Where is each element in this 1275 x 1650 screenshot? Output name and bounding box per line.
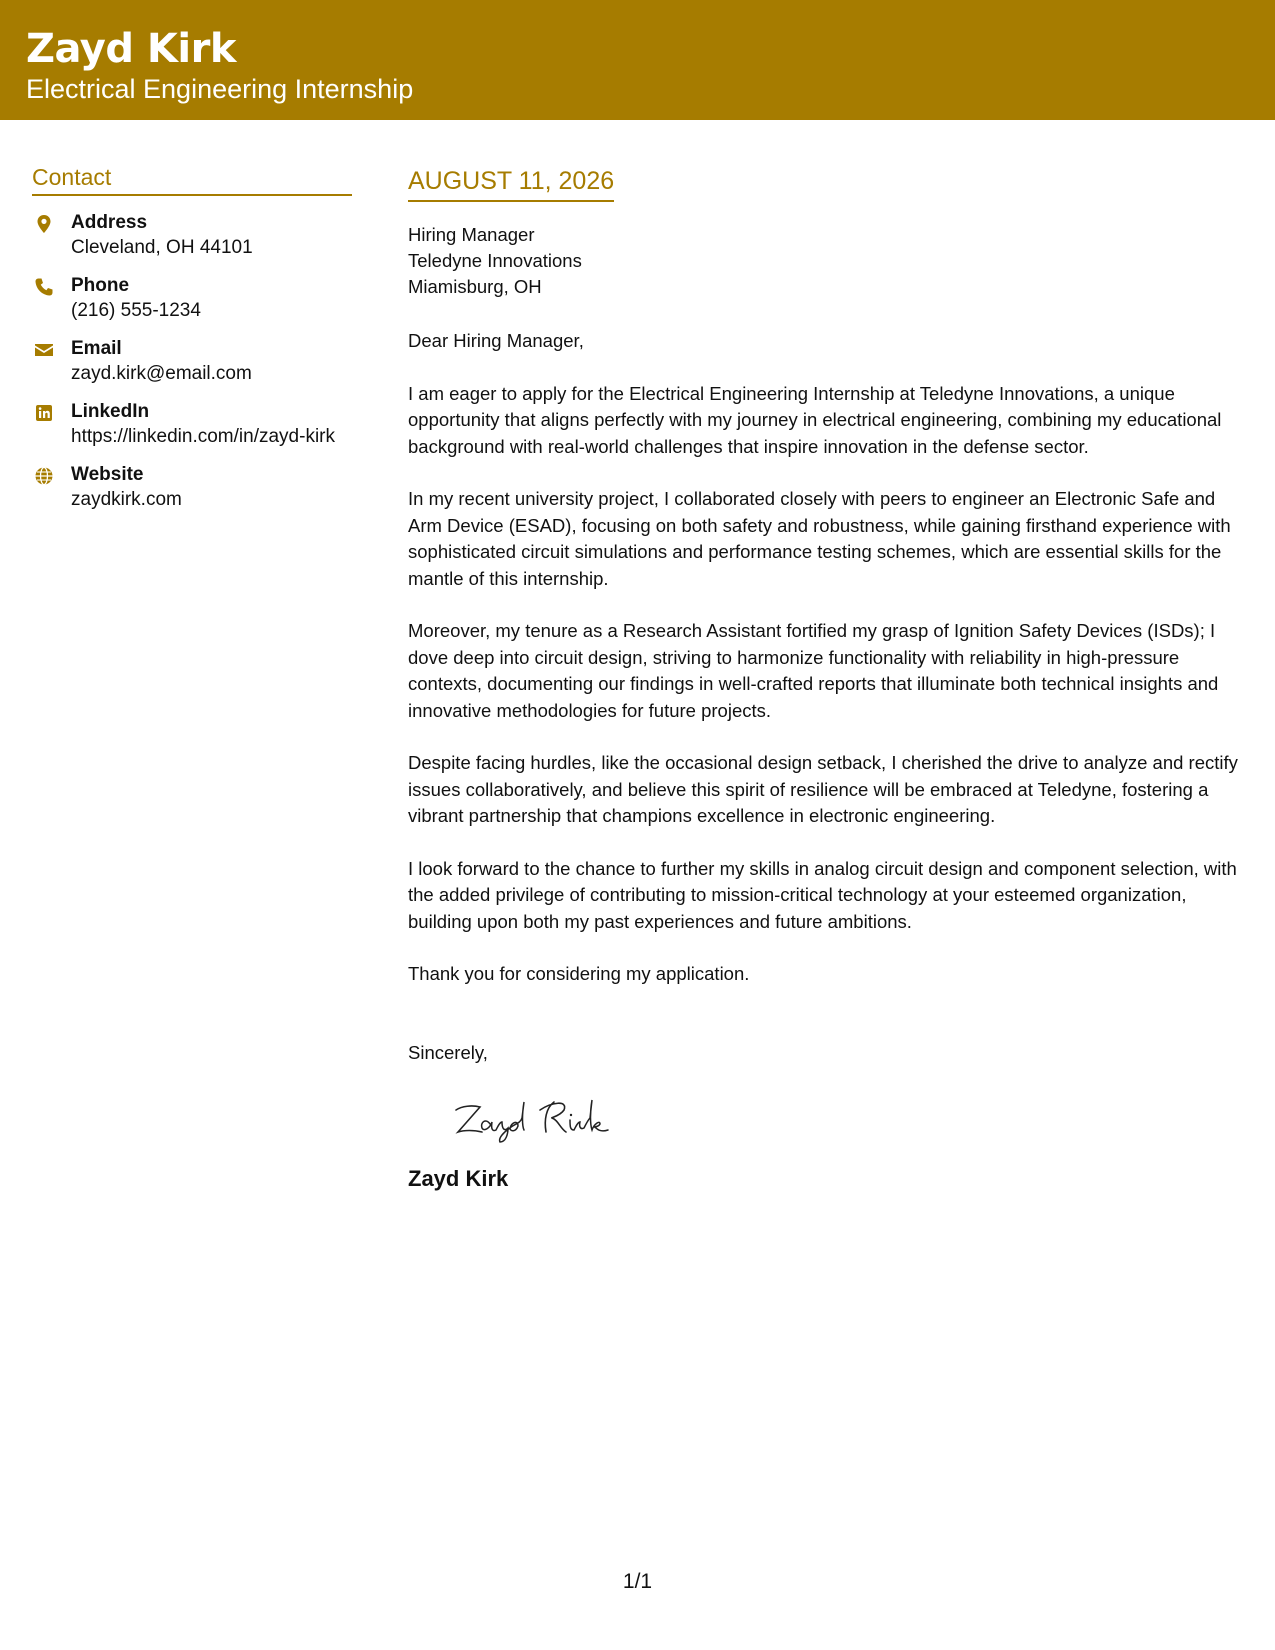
contact-item-phone bbox=[32, 273, 352, 336]
salutation: Dear Hiring Manager, bbox=[408, 330, 584, 351]
recipient-line: Teledyne Innovations bbox=[408, 250, 582, 271]
signer-name: Zayd Kirk bbox=[408, 1166, 509, 1191]
header-banner bbox=[0, 0, 1275, 120]
closing-line: Thank you for considering my application. bbox=[408, 963, 750, 984]
letter-paragraph: Despite facing hurdles, like the occasional design setback, I cherished the drive to analyze and rectify issues collaboratively, and believe this spirit of resilience will be embraced at Teledyne, fostering a vibrant partnership that champions excellence in electronic engineering. bbox=[408, 752, 1238, 826]
recipient-line: Miamisburg, OH bbox=[408, 276, 542, 297]
map-pin-icon bbox=[34, 214, 54, 234]
contact-label: LinkedIn bbox=[71, 401, 150, 422]
globe-icon bbox=[34, 466, 54, 486]
contact-value: Cleveland, OH 44101 bbox=[71, 237, 253, 258]
contact-item-linkedin bbox=[32, 399, 352, 462]
letter-paragraph: I look forward to the chance to further my skills in analog circuit design and component selection, with the added privilege of contributing to mission-critical technology at your esteemed organization, building upon both my past experiences and future ambitions. bbox=[408, 857, 1237, 932]
contact-label: Email bbox=[71, 338, 122, 359]
contact-sidebar bbox=[32, 160, 352, 525]
contact-item-website bbox=[32, 462, 352, 525]
letter-date: AUGUST 11, 2026 bbox=[408, 164, 614, 202]
page-number: 1/1 bbox=[622, 1570, 653, 1593]
contact-value: https://linkedin.com/in/zayd-kirk bbox=[71, 426, 335, 447]
envelope-icon bbox=[34, 340, 54, 360]
phone-icon bbox=[34, 277, 54, 297]
contact-item-email bbox=[32, 336, 352, 399]
letter-paragraph: I am eager to apply for the Electrical Engineering Internship at Teledyne Innovations, a unique opportunity that aligns perfectly with my journey in electrical engineering, combining my educational background with real-world challenges that inspire innovation in the defense sector. bbox=[408, 382, 1222, 457]
recipient-line: Hiring Manager bbox=[408, 224, 535, 245]
contact-value: (216) 555-1234 bbox=[71, 300, 201, 321]
recipient-block bbox=[408, 222, 1253, 300]
applicant-name: Zayd Kirk bbox=[26, 26, 236, 72]
letter-paragraph: Moreover, my tenure as a Research Assistant fortified my grasp of Ignition Safety Devices (ISDs); I dove deep into circuit design, striving to harmonize functionality with reliability in high-pressure contexts, documenting our findings in well-crafted reports that illuminate both technical insights and innovative methodologies for future projects. bbox=[408, 620, 1219, 721]
contact-value: zaydkirk.com bbox=[71, 489, 182, 510]
letter-paragraph: In my recent university project, I collaborated closely with peers to engineer an Electronic Safe and Arm Device (ESAD), focusing on both safety and robustness, while gaining firsthand experience with sophisticated circuit simulations and performance testing schemes, which are essential skills for the mantle of this internship. bbox=[408, 488, 1231, 589]
contact-label: Phone bbox=[71, 275, 130, 296]
contact-heading: Contact bbox=[32, 160, 352, 196]
contact-item-address bbox=[32, 210, 352, 273]
contact-value: zayd.kirk@email.com bbox=[71, 363, 252, 384]
position-title: Electrical Engineering Internship bbox=[26, 74, 414, 104]
contact-label: Address bbox=[71, 212, 148, 233]
contact-label: Website bbox=[71, 464, 144, 485]
linkedin-icon bbox=[34, 403, 54, 423]
handwritten-signature bbox=[448, 1088, 638, 1148]
letter-body bbox=[408, 164, 1253, 1194]
sign-off: Sincerely, bbox=[408, 1041, 488, 1063]
